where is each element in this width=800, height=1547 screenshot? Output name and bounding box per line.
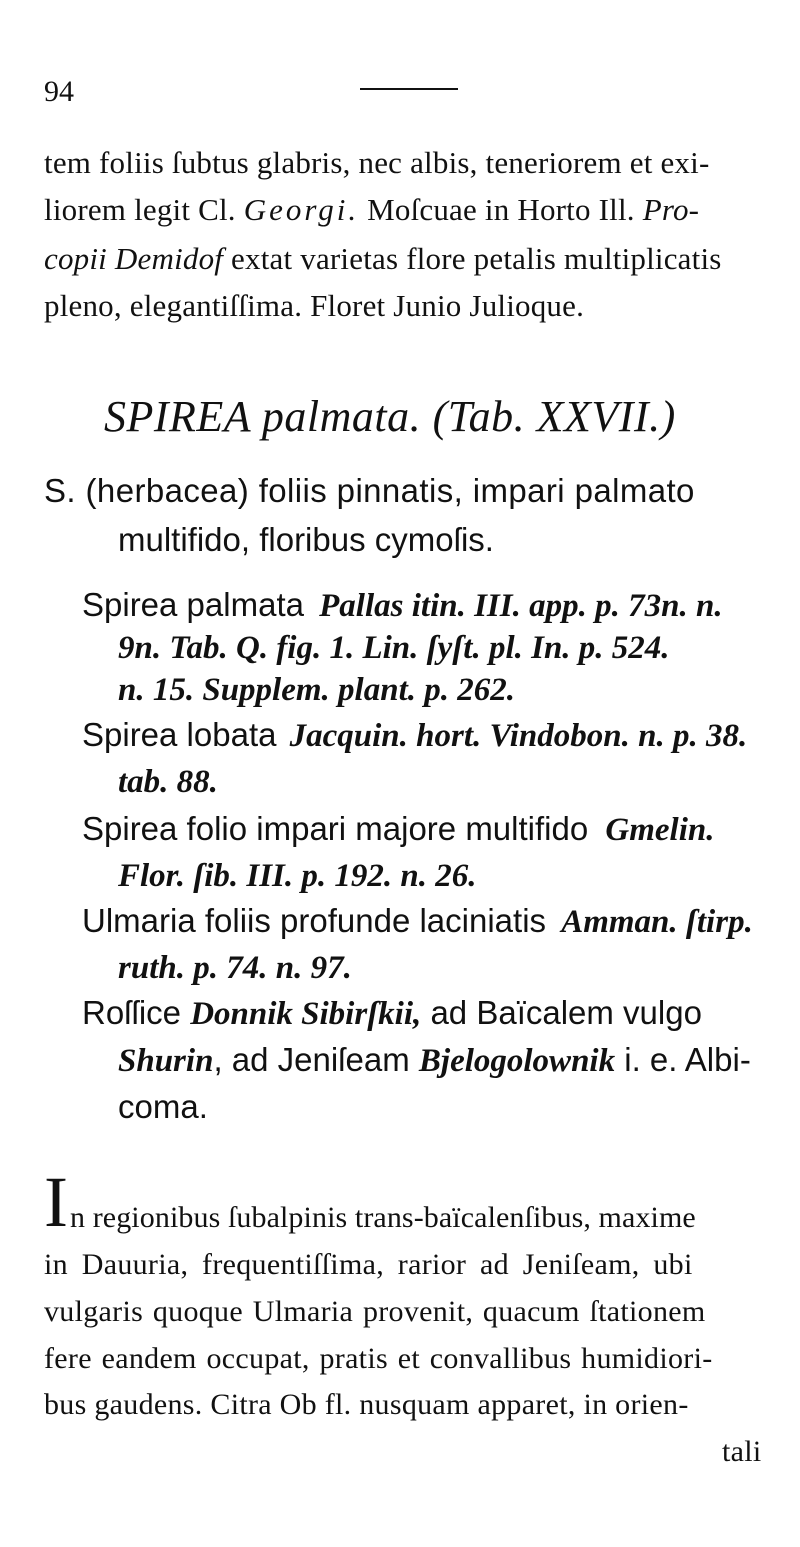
synonym-name: Ulmaria foliis profunde laciniatis [82, 902, 556, 939]
synonym-name: , ad Jeniſeam [213, 1041, 419, 1078]
paragraph-line-2: in Dauuria, frequentiſſima, rarior ad Jeniſeam, ubi [44, 1248, 693, 1281]
paragraph-line-3: vulgaris quoque Ulmaria provenit, quacum ſtationem [44, 1295, 706, 1328]
synonym-5-line-2 [118, 1043, 751, 1078]
continuation-text: extat varietas flore petalis multiplicatis [223, 241, 722, 276]
paragraph-line-1: n regionibus ſubalpinis trans-baïcalenſibus, maxime [70, 1201, 696, 1234]
synonym-citation: n. 15. Supplem. plant. p. 262. [118, 672, 515, 708]
synonym-name: i. e. Albi- [615, 1041, 751, 1078]
continuation-line-1: tem foliis ſubtus glabris, nec albis, teneriorem et exi- [44, 145, 710, 180]
author-demidof: copii Demidof [44, 241, 224, 276]
synonym-3-line-1 [82, 812, 714, 847]
synonym-citation: Pallas itin. III. app. p. 73n. n. [319, 588, 723, 624]
synonym-citation: tab. 88. [118, 764, 218, 800]
synonym-1-line-2 [118, 630, 670, 665]
synonym-name: Spirea lobata [82, 716, 286, 753]
synonym-2-line-2 [118, 764, 218, 799]
continuation-line-3 [44, 243, 722, 274]
diagnosis-line-1: S. (herbacea) foliis pinnatis, impari palmato [44, 472, 695, 509]
synonym-name: Roſſice [82, 994, 191, 1031]
drop-cap: I [44, 1162, 68, 1242]
synonym-citation: Amman. ſtirp. [561, 904, 753, 940]
synonym-name: coma. [118, 1088, 208, 1125]
paragraph-line-4: fere eandem occupat, pratis et convallibus humidiori- [44, 1342, 713, 1375]
paragraph-line-5: bus gaudens. Citra Ob fl. nusquam apparet, in orien- [44, 1388, 689, 1421]
header-rule [360, 88, 458, 90]
synonym-4-line-1 [82, 904, 753, 939]
synonym-name: ad Baïcalem vulgo [421, 994, 702, 1031]
synonym-3-line-2 [118, 858, 477, 893]
paragraph-catchword: tali [722, 1435, 762, 1468]
synonym-citation: Donnik Sibirſkii, [190, 996, 422, 1032]
synonym-citation: Bjelogolownik [418, 1043, 616, 1079]
synonym-citation: ruth. p. 74. n. 97. [118, 950, 352, 986]
continuation-line-2 [44, 194, 699, 225]
synonym-citation: 9n. Tab. Q. fig. 1. Lin. ſyſt. pl. In. p. 524. [118, 630, 670, 666]
synonym-5-line-1 [82, 996, 702, 1031]
synonym-4-line-2 [118, 950, 352, 985]
synonym-citation: Gmelin. [605, 812, 715, 848]
diagnosis-line-2: multifido, floribus cymoſis. [118, 521, 494, 558]
species-title: SPIREA palmata. (Tab. XXVII.) [104, 392, 676, 441]
continuation-text: liorem legit Cl. [44, 192, 244, 227]
synonym-citation: Jacquin. hort. Vindobon. n. p. 38. [289, 718, 748, 754]
synonym-5-line-3 [118, 1090, 208, 1123]
synonym-1-line-1 [82, 588, 723, 623]
continuation-line-4: pleno, elegantiſſima. Floret Junio Julioque. [44, 288, 585, 323]
synonym-citation: Flor. ſib. III. p. 192. n. 26. [118, 858, 477, 894]
author-georgi: Georgi. [243, 192, 360, 227]
page-number: 94 [44, 75, 74, 108]
synonym-1-line-3 [118, 672, 515, 707]
author-procopii: Pro- [642, 192, 700, 227]
synonym-name: Spirea palmata [82, 586, 314, 623]
synonym-2-line-1 [82, 718, 747, 753]
continuation-text: Moſcuae in Horto Ill. [359, 192, 643, 227]
synonym-name: Spirea folio impari majore multifido [82, 810, 598, 847]
synonym-citation: Shurin [118, 1043, 214, 1079]
